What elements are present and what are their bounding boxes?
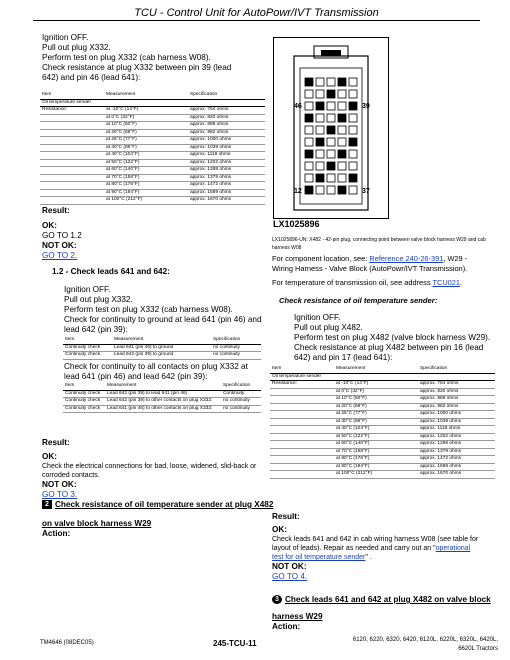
footer-page-number: 245-TCU-11 bbox=[213, 639, 257, 648]
table-cell: Continuity check bbox=[63, 344, 112, 352]
table-cell: approx. 1202 ohms bbox=[418, 433, 495, 441]
table-cell: approx. 1379 ohms bbox=[188, 174, 265, 182]
connector-pin bbox=[327, 90, 335, 98]
operational-test-link-cont[interactable]: test for oil temperature sender bbox=[272, 554, 366, 561]
connector-pin bbox=[338, 78, 346, 86]
table-cell: approx. 1472 ohms bbox=[418, 456, 495, 464]
reference-link[interactable]: Reference 240-26-391 bbox=[369, 254, 444, 263]
table-cell: approx. 1039 ohms bbox=[188, 144, 265, 152]
footer-doc-id: TM4646 (08DEC05) bbox=[40, 640, 94, 646]
result-label: Result: bbox=[42, 206, 70, 215]
ok-text-2: layout of leads). Repair as needed and carry out an bbox=[272, 545, 432, 552]
table-cell: Continuity check bbox=[63, 390, 105, 398]
table-cell: Lead 641 (pin 46) to other contacts on plug X332: bbox=[105, 405, 221, 413]
table-cell: approx. 754 ohms bbox=[188, 107, 265, 115]
table-cell: at 100°C (212°F) bbox=[334, 471, 418, 479]
table-cell: no continuity bbox=[221, 398, 261, 406]
table-cell: at 80°C (176°F) bbox=[104, 182, 188, 190]
instruction-line: Pull out plug X332. bbox=[42, 43, 111, 52]
table-cell: approx. 1288 ohms bbox=[188, 167, 265, 175]
table-cell: at 30°C (86°F) bbox=[334, 418, 418, 426]
step-heading: Check resistance of oil temperature sender at plug X482 bbox=[55, 500, 274, 509]
table-cell: Continuity check bbox=[63, 352, 112, 360]
connector-pin bbox=[349, 186, 357, 194]
table-cell: approx. 1118 ohms bbox=[188, 152, 265, 160]
result-block-2 bbox=[42, 438, 264, 500]
table-cell: Continuity bbox=[221, 390, 261, 398]
notok-label: NOT OK: bbox=[42, 480, 77, 489]
goto-3-link[interactable]: GO TO 3. bbox=[42, 490, 78, 499]
instruction-line: 642) and pin 17 (lead 641): bbox=[294, 353, 393, 362]
table-cell: at 90°C (194°F) bbox=[104, 189, 188, 197]
ok-text: Check the electrical connections for bad, loose, widened, slid-back or corroded contacts. bbox=[42, 463, 257, 479]
component-suffix: , W29 - bbox=[443, 254, 468, 263]
step-1-2-continuity-text bbox=[64, 362, 248, 382]
ok-text-1: Check leads 641 and 642 in cab wiring harness W08 (see table for bbox=[272, 536, 479, 543]
result-block-3: Result: OK: Check leads 641 and 642 in cab wiring harness W08 (see table for layout of leads). Repair as needed and carry out an "operational test for oil temperature sender" . NOT OK: GO TO 4. bbox=[272, 512, 497, 582]
table-cell: Lead 641 (pin 46) to ground bbox=[112, 344, 211, 352]
goto-2-link[interactable]: GO TO 2. bbox=[42, 251, 78, 260]
connector-pin bbox=[316, 138, 324, 146]
connector-pin bbox=[338, 150, 346, 158]
connector-pin bbox=[349, 126, 357, 134]
connector-pin bbox=[305, 138, 313, 146]
connector-pin bbox=[327, 126, 335, 134]
connector-pin bbox=[349, 162, 357, 170]
result-block-1 bbox=[42, 206, 82, 261]
connector-pin bbox=[305, 126, 313, 134]
table-cell: at 80°C (176°F) bbox=[334, 456, 418, 464]
table-cell: at 20°C (68°F) bbox=[334, 403, 418, 411]
table-cell: approx. 1202 ohms bbox=[188, 159, 265, 167]
instruction-line: Ignition OFF. bbox=[294, 313, 341, 322]
table-cell: at 0°C (32°F) bbox=[334, 388, 418, 396]
instruction-line: Check resistance at plug X482 between pin 16 (lead bbox=[294, 343, 484, 352]
connector-pin bbox=[349, 174, 357, 182]
table-cell: approx. 820 ohms bbox=[418, 388, 495, 396]
component-location-text bbox=[272, 254, 497, 288]
connector-pin bbox=[316, 102, 324, 110]
pin-label-39: 39 bbox=[362, 103, 370, 110]
instruction-line: Pull out plug X482. bbox=[294, 323, 363, 332]
connector-pin bbox=[316, 150, 324, 158]
resistance-table bbox=[40, 92, 265, 205]
table-cell: no continuity bbox=[221, 405, 261, 413]
x482-connector-diagram bbox=[274, 38, 388, 218]
connector-pin bbox=[305, 150, 313, 158]
table-cell: approx. 1589 ohms bbox=[418, 463, 495, 471]
table-caption: Oil temperature sender bbox=[40, 99, 265, 107]
table-label: Resistance: bbox=[270, 381, 334, 389]
connector-pin bbox=[349, 114, 357, 122]
step-heading-cont: harness W29 bbox=[272, 612, 323, 621]
pin-label-46: 46 bbox=[294, 103, 302, 110]
table-label: Resistance: bbox=[40, 107, 104, 115]
table-header: Specification bbox=[418, 366, 495, 373]
resistance-table-right bbox=[270, 366, 495, 479]
continuity-ground-table bbox=[63, 337, 261, 360]
connector-pin bbox=[338, 90, 346, 98]
table-cell: approx. 1039 ohms bbox=[418, 418, 495, 426]
check-resistance-heading: Check resistance of oil temperature sender: bbox=[279, 296, 438, 305]
table-cell: at 10°C (50°F) bbox=[334, 396, 418, 404]
connector-pin bbox=[338, 114, 346, 122]
table-cell: approx. 982 ohms bbox=[418, 403, 495, 411]
table-cell: no continuity bbox=[211, 352, 261, 360]
table-cell: at 25°C (77°F) bbox=[334, 411, 418, 419]
component-line2: Wiring Harness - Valve Block (AutoPowr/IVT Transmission). bbox=[272, 264, 468, 273]
connector-pin bbox=[327, 174, 335, 182]
connector-pin bbox=[316, 186, 324, 194]
table-cell: approx. 1118 ohms bbox=[418, 426, 495, 434]
table-header: Item bbox=[63, 383, 105, 390]
connector-pin bbox=[305, 174, 313, 182]
connector-pin bbox=[305, 78, 313, 86]
step-2-heading bbox=[42, 500, 273, 539]
pin-label-12: 12 bbox=[294, 188, 302, 195]
instruction-line: Perform test on plug X332 (cab harness W08). bbox=[42, 53, 211, 62]
table-cell: at 50°C (122°F) bbox=[334, 433, 418, 441]
step-heading: 1.2 - Check leads 641 and 642: bbox=[52, 267, 170, 276]
ok-label: OK: bbox=[42, 221, 58, 230]
ok-goto: GO TO 1.2 bbox=[42, 231, 82, 240]
instruction-line: Pull out plug X332. bbox=[64, 295, 133, 304]
connector-pin bbox=[327, 186, 335, 194]
connector-pin bbox=[305, 114, 313, 122]
footer-models bbox=[318, 636, 498, 654]
result-label: Result: bbox=[272, 512, 300, 521]
instruction-line: Perform test on plug X482 (valve block harness W29). bbox=[294, 333, 491, 342]
connector-pin bbox=[338, 162, 346, 170]
table-header: Specification bbox=[221, 383, 261, 390]
table-header: Item bbox=[40, 92, 104, 99]
table-cell: at 70°C (158°F) bbox=[334, 448, 418, 456]
connector-pin bbox=[338, 138, 346, 146]
pin-label-37: 37 bbox=[362, 188, 370, 195]
connector-pin bbox=[327, 138, 335, 146]
connector-pin bbox=[349, 138, 357, 146]
connector-pin bbox=[316, 174, 324, 182]
table-cell: at 10°C (50°F) bbox=[104, 122, 188, 130]
figure-label: LX1025896 bbox=[273, 219, 320, 229]
result-label: Result: bbox=[42, 438, 70, 447]
table-header: Measurement bbox=[112, 337, 211, 344]
table-cell: approx. 1379 ohms bbox=[418, 448, 495, 456]
connector-figure bbox=[273, 37, 389, 219]
step-heading: Check leads 641 and 642 at plug X482 on valve block bbox=[285, 595, 491, 604]
table-cell: at 60°C (140°F) bbox=[334, 441, 418, 449]
connector-pin bbox=[338, 186, 346, 194]
table-header: Item bbox=[270, 366, 334, 373]
instruction-line: lead 642 (pin 39): bbox=[64, 325, 128, 334]
continuity-contacts-table bbox=[63, 383, 261, 413]
notok-label: NOT OK: bbox=[272, 562, 307, 571]
step-number-badge: 2 bbox=[42, 500, 52, 509]
connector-pin bbox=[305, 162, 313, 170]
table-cell: at 100°C (212°F) bbox=[104, 197, 188, 205]
page-title: TCU - Control Unit for AutoPowr/IVT Transmission bbox=[33, 7, 480, 21]
table-cell: approx. 1589 ohms bbox=[188, 189, 265, 197]
connector-pin bbox=[338, 102, 346, 110]
table-cell: at 25°C (77°F) bbox=[104, 137, 188, 145]
instruction-line: Check resistance at plug X332 between pin 39 (lead bbox=[42, 63, 232, 72]
table-cell: at -10°C (14°F) bbox=[334, 381, 418, 389]
table-cell: Continuity check bbox=[63, 398, 105, 406]
connector-pin bbox=[327, 162, 335, 170]
step-heading-cont: on valve block harness W29 bbox=[42, 519, 152, 528]
goto-4-link[interactable]: GO TO 4. bbox=[272, 572, 308, 581]
table-cell: at 30°C (86°F) bbox=[104, 144, 188, 152]
table-cell: approx. 889 ohms bbox=[418, 396, 495, 404]
table-cell: Lead 642 (pin 39) to ground bbox=[112, 352, 211, 360]
connector-pin bbox=[338, 126, 346, 134]
table-cell: at 70°C (158°F) bbox=[104, 174, 188, 182]
table-cell: approx. 1288 ohms bbox=[418, 441, 495, 449]
table-cell: approx. 1472 ohms bbox=[188, 182, 265, 190]
table-cell: approx. 754 ohms bbox=[418, 381, 495, 389]
ok-label: OK: bbox=[272, 525, 288, 534]
instruction-line: Check for continuity to ground at lead 641 (pin 46) and bbox=[64, 315, 262, 324]
connector-pin bbox=[327, 78, 335, 86]
table-header: Measurement bbox=[105, 383, 221, 390]
connector-pin bbox=[327, 114, 335, 122]
connector-pin bbox=[316, 162, 324, 170]
table-cell: approx. 982 ohms bbox=[188, 129, 265, 137]
trans-prefix: For temperature of transmission oil, see address bbox=[272, 278, 431, 287]
connector-pin bbox=[316, 126, 324, 134]
connector-pin bbox=[349, 102, 357, 110]
connector-pin bbox=[349, 78, 357, 86]
left-top-instructions bbox=[42, 33, 231, 83]
table-cell: at 20°C (68°F) bbox=[104, 129, 188, 137]
connector-pin bbox=[305, 102, 313, 110]
table-header: Measurement bbox=[104, 92, 188, 99]
connector-pin bbox=[338, 174, 346, 182]
table-cell: Lead 642 (pin 39) to lead 641 (pin 46) bbox=[105, 390, 221, 398]
table-cell: approx. 1670 ohms bbox=[418, 471, 495, 479]
table-header: Specification bbox=[188, 92, 265, 99]
table-caption: Oil temperature sender bbox=[270, 373, 495, 381]
step-1-2-heading bbox=[52, 267, 170, 277]
table-cell: at 90°C (194°F) bbox=[334, 463, 418, 471]
action-label: Action: bbox=[272, 622, 301, 631]
table-cell: no continuity bbox=[211, 344, 261, 352]
step-number-badge: 3 bbox=[272, 595, 282, 604]
trans-suffix: . bbox=[460, 278, 463, 287]
table-header: Measurement bbox=[334, 366, 418, 373]
table-cell: Continuity check bbox=[63, 405, 105, 413]
connector-pin bbox=[349, 90, 357, 98]
table-cell: approx. 1000 ohms bbox=[418, 411, 495, 419]
table-header: Item bbox=[63, 337, 112, 344]
notok-label: NOT OK: bbox=[42, 241, 77, 250]
footer-models-line1: 6120, 6220, 6320, 6420, 6120L, 6220L, 6320L, 6420L, bbox=[352, 637, 498, 643]
table-cell: at -10°C (14°F) bbox=[104, 107, 188, 115]
table-cell: at 0°C (32°F) bbox=[104, 114, 188, 122]
table-cell: at 40°C (104°F) bbox=[104, 152, 188, 160]
action-label: Action: bbox=[42, 529, 71, 538]
operational-test-link[interactable]: operational bbox=[435, 545, 471, 552]
table-cell: approx. 889 ohms bbox=[188, 122, 265, 130]
tcu021-link[interactable]: TCU021 bbox=[432, 278, 461, 287]
instruction-line: Perform test on plug X332 (cab harness W08). bbox=[64, 305, 233, 314]
right-instructions bbox=[294, 313, 490, 363]
table-cell: approx. 1000 ohms bbox=[188, 137, 265, 145]
connector-pin bbox=[327, 102, 335, 110]
table-header: Specification bbox=[211, 337, 261, 344]
table-cell: at 50°C (122°F) bbox=[104, 159, 188, 167]
connector-pin bbox=[316, 114, 324, 122]
instruction-line: Check for continuity to all contacts on plug X332 at bbox=[64, 362, 248, 371]
connector-pin bbox=[349, 150, 357, 158]
component-prefix: For component location, see: bbox=[272, 254, 368, 263]
connector-pin bbox=[305, 90, 313, 98]
table-cell: at 40°C (104°F) bbox=[334, 426, 418, 434]
footer-models-line2: 6620L Tractors bbox=[458, 646, 498, 652]
table-cell: approx. 820 ohms bbox=[188, 114, 265, 122]
instruction-line: Ignition OFF. bbox=[64, 285, 111, 294]
connector-pin bbox=[316, 78, 324, 86]
step-3-heading bbox=[272, 595, 497, 632]
step-1-2-instructions bbox=[64, 285, 262, 335]
connector-pin bbox=[316, 90, 324, 98]
instruction-line: lead 641 (pin 46) and lead 642 (pin 39): bbox=[64, 372, 208, 381]
table-cell: at 60°C (140°F) bbox=[104, 167, 188, 175]
connector-pin bbox=[305, 186, 313, 194]
connector-pin bbox=[327, 150, 335, 158]
instruction-line: Ignition OFF. bbox=[42, 33, 89, 42]
instruction-line: 642) and pin 46 (lead 641): bbox=[42, 73, 141, 82]
table-cell: approx. 1670 ohms bbox=[188, 197, 265, 205]
figure-caption: LX1025896-UN: X482 - 42-pin plug, connecting point between valve block harness W29 and cab harness W08 bbox=[272, 237, 486, 251]
table-cell: Lead 642 (pin 39) to other contacts on plug X332: bbox=[105, 398, 221, 406]
ok-label: OK: bbox=[42, 452, 58, 461]
